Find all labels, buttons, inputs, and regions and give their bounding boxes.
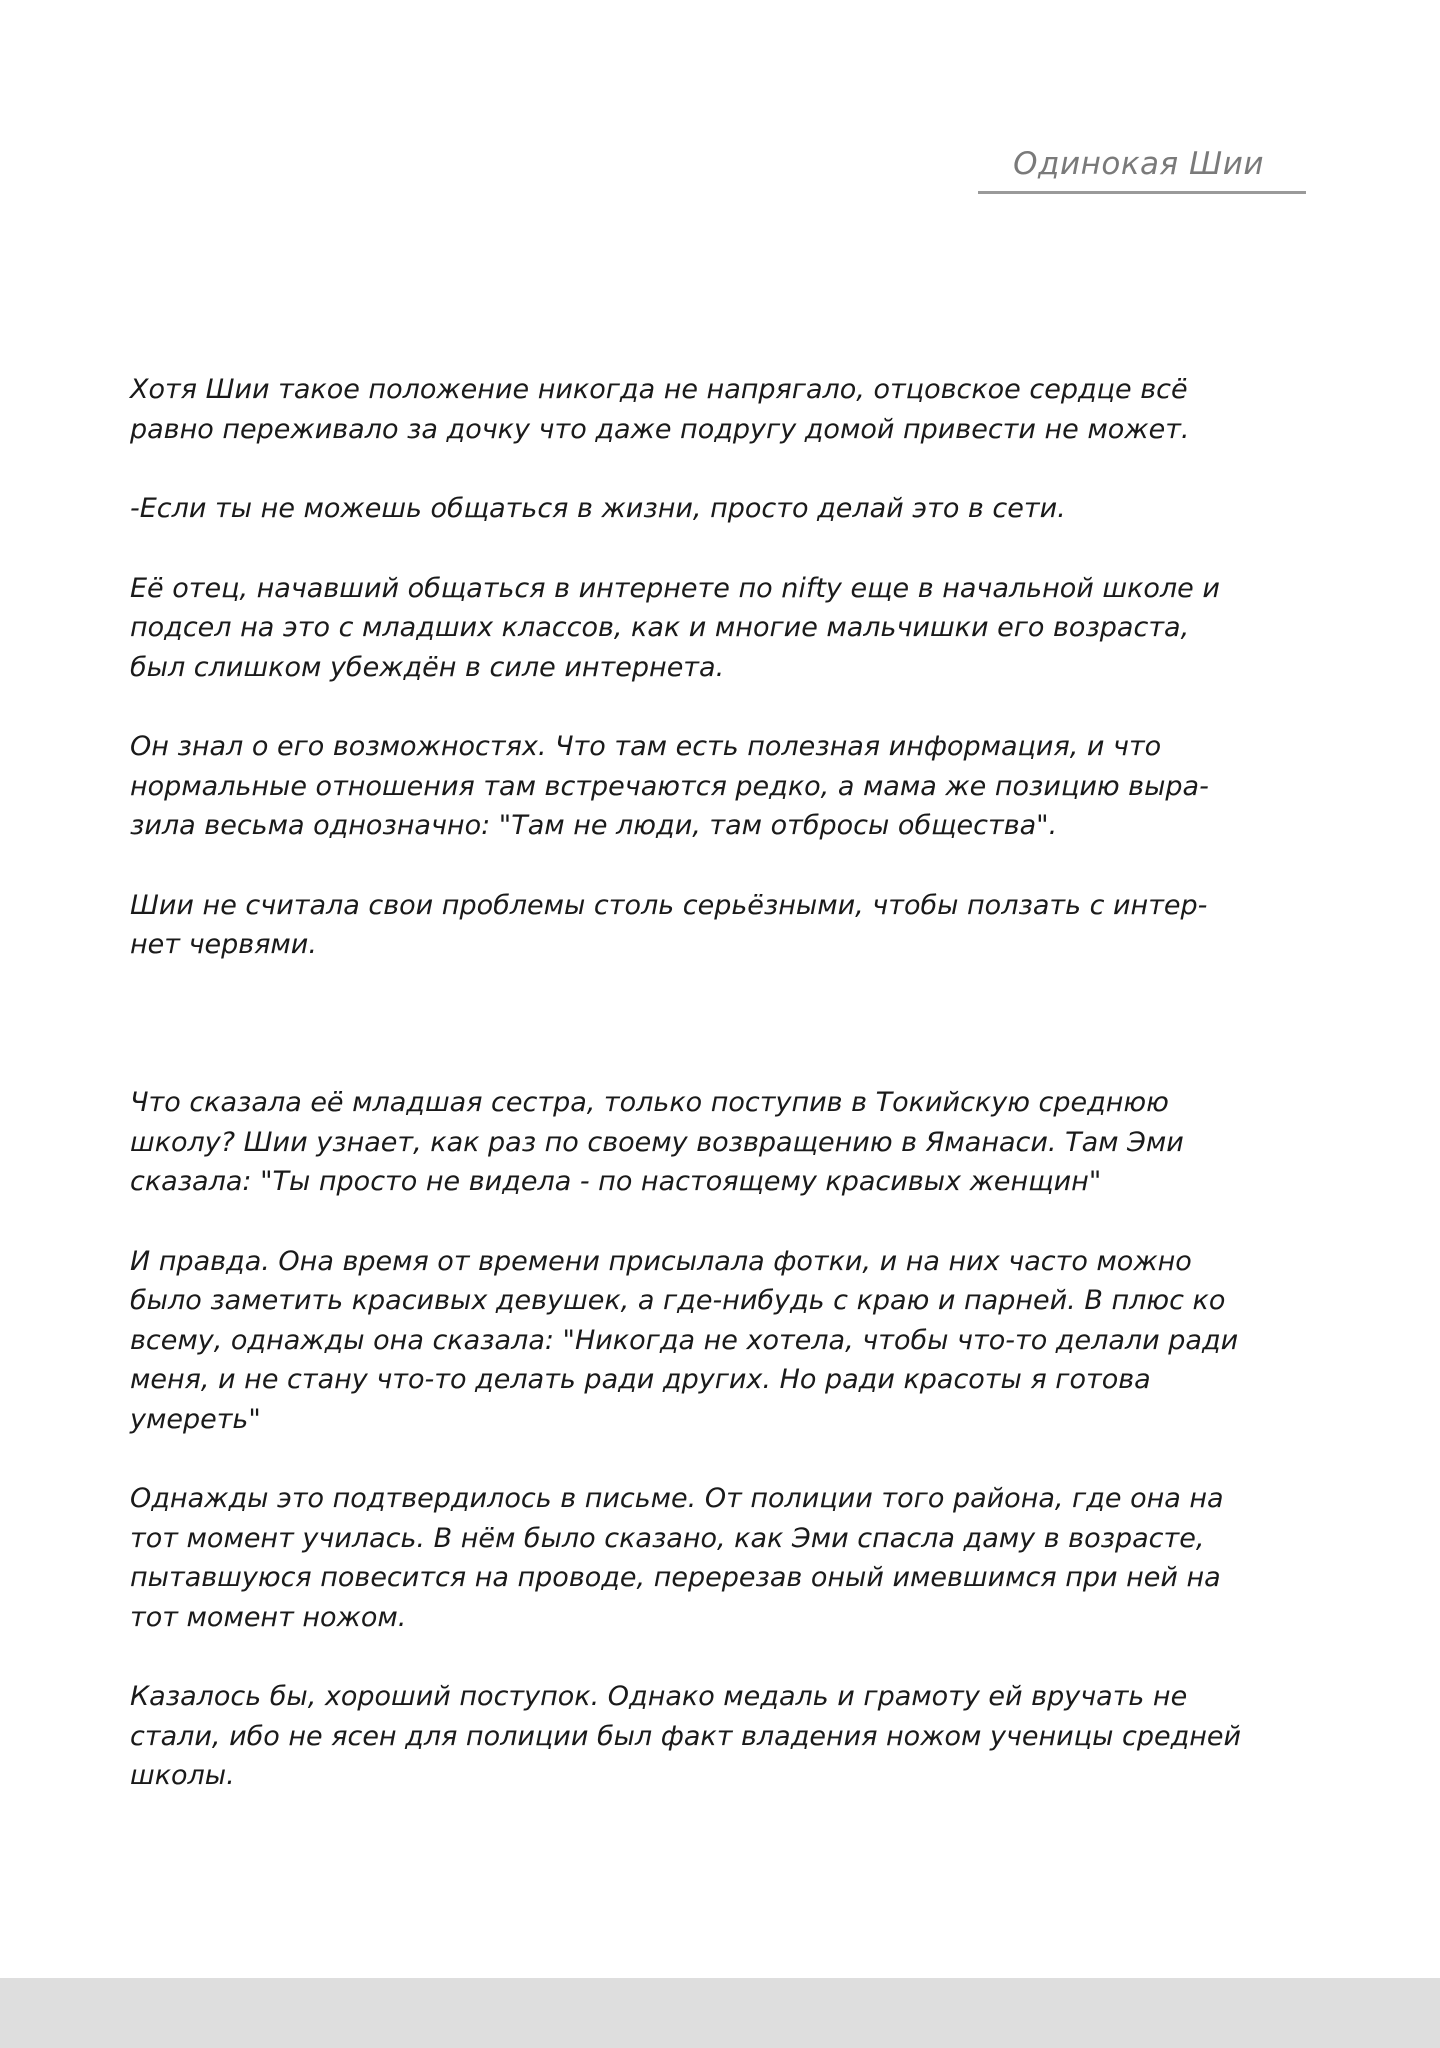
paragraph: Её отец, начавший общаться в интернете по nifty еще в начальной школе и подсел на это с младших классов, как и многие мальчишки его возраста, был слишком убеждён в силе интернета. (130, 572, 1220, 683)
paragraph: Хотя Шии такое положение никогда не напрягало, отцовское сердце всё равно переживало за дочку что даже подругу домой привести не может. (130, 374, 1190, 445)
page-header (978, 140, 1306, 194)
footer-band (0, 1978, 1440, 2048)
header-underline (978, 191, 1306, 194)
paragraph: Шии не считала свои проблемы столь серьёзными, чтобы ползать с интер- нет червями. (130, 889, 1208, 960)
chapter-title: Одинокая Шии (1013, 146, 1264, 182)
text-section-1 (130, 370, 1320, 965)
paragraph: Однажды это подтвердилось в письме. От полиции того района, где она на тот момент училась. В нём было сказано, как Эми спасла даму в возрасте, пытавшуюся повесится на проводе, перерезав оный имевшимся при ней на тот момент ножом. (130, 1483, 1224, 1633)
paragraph: Казалось бы, хороший поступок. Однако медаль и грамоту ей вручать не стали, ибо не ясен для полиции был факт владения ножом ученицы средней школы. (130, 1681, 1242, 1791)
paragraph: Что сказала её младшая сестра, только поступив в Токийскую среднюю школу? Шии узнает, как раз по своему возвращению в Яманаси. Там Эми сказала: "Ты просто не видела - по настоящему красивых женщин" (130, 1087, 1184, 1197)
paragraph: -Если ты не можешь общаться в жизни, просто делай это в сети. (130, 493, 1066, 524)
paragraph: Он знал о его возможностях. Что там есть полезная информация, и что нормальные отношения там встречаются редко, а мама же позицию выра- зила весьма однозначно: "Там не люди, там отбросы общества". (130, 731, 1209, 841)
paragraph: И правда. Она время от времени присылала фотки, и на них часто можно было заметить красивых девушек, а где-нибудь с краю и парней. В плюс ко всему, однажды она сказала: "Никогда не хотела, чтобы что-то делали ради меня, и не стану что-то делать ради других. Но ради красоты я готова умереть" (130, 1245, 1239, 1435)
text-section-2 (130, 1083, 1320, 1796)
